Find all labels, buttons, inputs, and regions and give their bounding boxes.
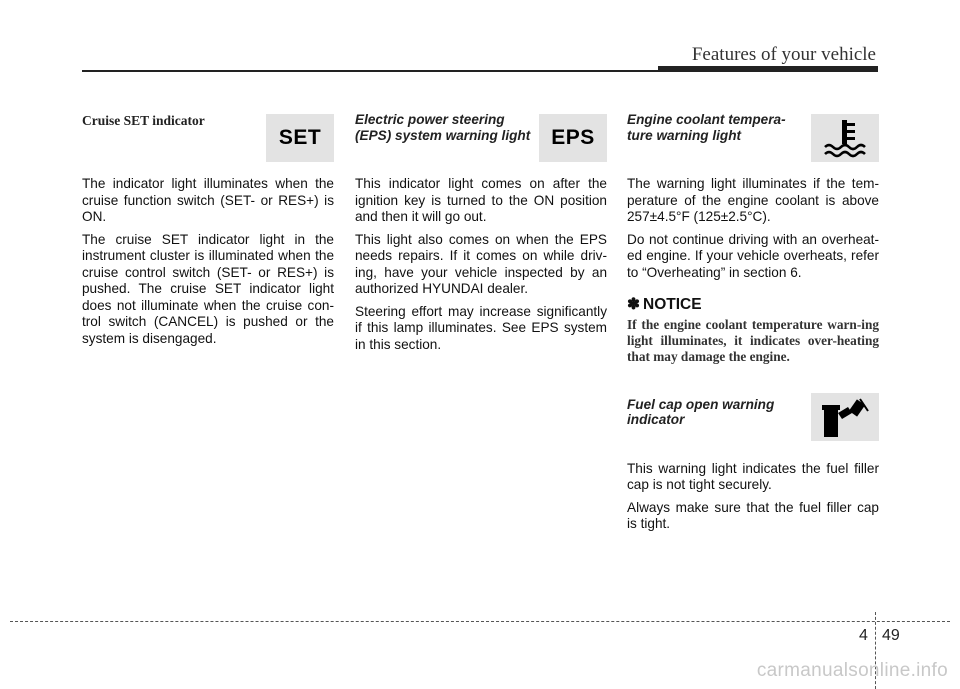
notice-title: NOTICE [643,296,702,313]
set-indicator-badge: SET [266,114,334,162]
fuel-title-line-1: Fuel cap open warning [627,396,775,412]
fuel-cap-icon [811,393,879,441]
chapter-number: 4 [859,627,868,644]
coolant-title-line-2: ture warning light [627,127,742,143]
coolant-title-line-1: Engine coolant tempera- [627,112,786,127]
eps-paragraph-1: This indicator light comes on after the ignition key is turned to the ON position and then it will go out. [355,176,607,224]
coolant-temperature-icon [811,114,879,162]
footer-rule [10,621,950,622]
eps-title-line-1: Electric power steering [355,112,505,127]
eps-title-line-2: (EPS) system warning light [355,127,531,143]
fuel-header [627,397,879,461]
eps-indicator-badge: EPS [539,114,607,162]
eps-title [355,112,535,143]
eps-paragraph-3: Steering effort may increase significantly if this lamp illuminates. See EPS system in this section. [355,303,607,352]
notice-body: If the engine coolant temperature warn-ing light illuminates, it indicates over-heating that may damage the engine. [627,316,879,364]
header-title: Features of your vehicle [691,44,876,65]
fuel-paragraph-1: This warning light indicates the fuel filler cap is not tight securely. [627,460,879,492]
header-rule-thick [658,66,878,72]
eps-header [355,112,607,176]
coolant-title [627,112,807,143]
fuel-title-line-2: indicator [627,412,685,427]
cruise-paragraph-1: The indicator light illuminates when the cruise function switch (SET- or RES+) is ON. [82,176,334,224]
eps-section [355,112,607,359]
coolant-paragraph-2: Do not continue driving with an overheat-ed engine. If your vehicle overheats, refer to “Overheating” in section 6. [627,231,879,280]
eps-paragraph-2: This light also comes on when the EPS needs repairs. If it comes on while driv-ing, have your vehicle inspected by an authorized HYUNDAI dealer. [355,231,607,296]
cruise-header [82,112,334,176]
cruise-title: Cruise SET indicator [82,113,205,128]
notice-symbol: ✽ [627,296,640,313]
cruise-section [82,112,334,353]
fuel-paragraph-2: Always make sure that the fuel filler cap is tight. [627,499,879,531]
coolant-paragraph-1: The warning light illuminates if the tem-perature of the engine coolant is above 257±4.5°F (125±2.5°C). [627,176,879,224]
cruise-paragraph-2: The cruise SET indicator light in the instrument cluster is illuminated when the cruise control switch (SET- or RES+) is pushed. The cruise SET indicator light does not illuminate when the cruise con-trol switch (CANCEL) is pushed or the system is disengaged. [82,231,334,346]
fuel-title [627,397,807,428]
coolant-section [627,112,879,539]
page-number: 49 [882,627,900,644]
watermark: carmanualsonline.info [756,660,948,681]
coolant-header [627,112,879,176]
notice-heading [627,297,879,314]
